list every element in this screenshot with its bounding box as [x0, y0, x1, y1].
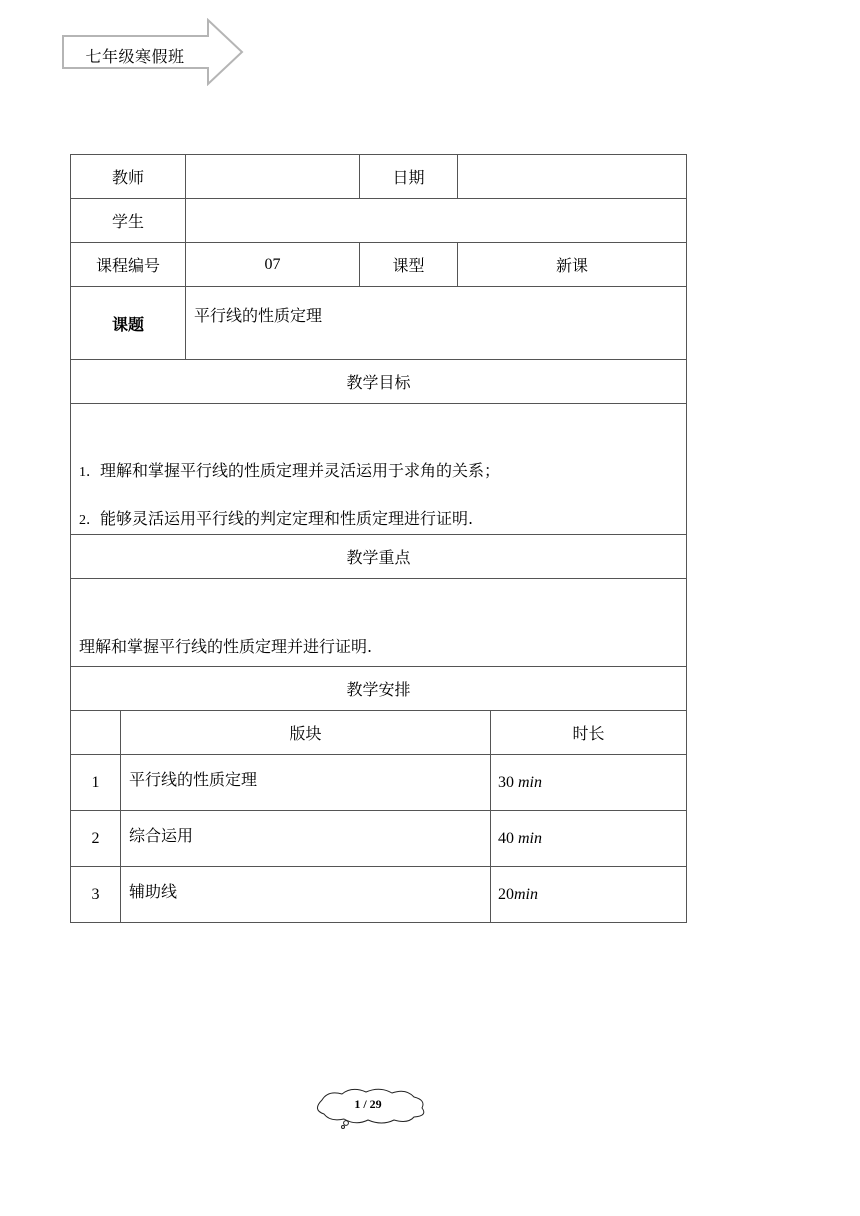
- index-header: [71, 711, 121, 755]
- schedule-table: [70, 710, 687, 923]
- goal-item: 2．能够灵活运用平行线的判定定理和性质定理进行证明.: [79, 509, 474, 528]
- table-row: [71, 811, 687, 867]
- course-no-value: 07: [186, 243, 360, 287]
- student-value: [186, 199, 687, 243]
- key-points-header: 教学重点: [71, 535, 687, 579]
- row-duration: 30 min: [491, 755, 687, 811]
- row-block: 综合运用: [121, 811, 491, 867]
- block-col-header: 版块: [121, 711, 491, 755]
- page-number-badge: [310, 1086, 430, 1132]
- page-number: 1 / 29: [354, 1097, 382, 1111]
- course-type-value: 新课: [458, 243, 687, 287]
- topic-value: 平行线的性质定理: [186, 287, 687, 360]
- row-index: 2: [71, 811, 121, 867]
- teacher-value: [186, 155, 360, 199]
- row-block: 辅助线: [121, 867, 491, 923]
- key-points-body: [71, 579, 687, 667]
- row-duration: 20min: [491, 867, 687, 923]
- grade-banner: [62, 18, 244, 86]
- row-index: 3: [71, 867, 121, 923]
- table-row: [71, 755, 687, 811]
- schedule-header-row: [71, 711, 687, 755]
- schedule-header: 教学安排: [71, 667, 687, 711]
- date-label: 日期: [360, 155, 458, 199]
- duration-col-header: 时长: [491, 711, 687, 755]
- row-index: 1: [71, 755, 121, 811]
- course-no-label: 课程编号: [71, 243, 186, 287]
- row-duration: 40 min: [491, 811, 687, 867]
- student-label: 学生: [71, 199, 186, 243]
- table-row: [71, 867, 687, 923]
- goals-header: 教学目标: [71, 360, 687, 404]
- teacher-label: 教师: [71, 155, 186, 199]
- course-info-table: [70, 154, 687, 711]
- key-points-text: 理解和掌握平行线的性质定理并进行证明.: [79, 637, 373, 656]
- goals-list: [71, 404, 687, 535]
- course-type-label: 课型: [360, 243, 458, 287]
- goal-item: 1．理解和掌握平行线的性质定理并灵活运用于求角的关系；: [79, 461, 501, 480]
- row-block: 平行线的性质定理: [121, 755, 491, 811]
- date-value: [458, 155, 687, 199]
- banner-label: 七年级寒假班: [85, 47, 185, 66]
- topic-label: 课题: [71, 287, 186, 360]
